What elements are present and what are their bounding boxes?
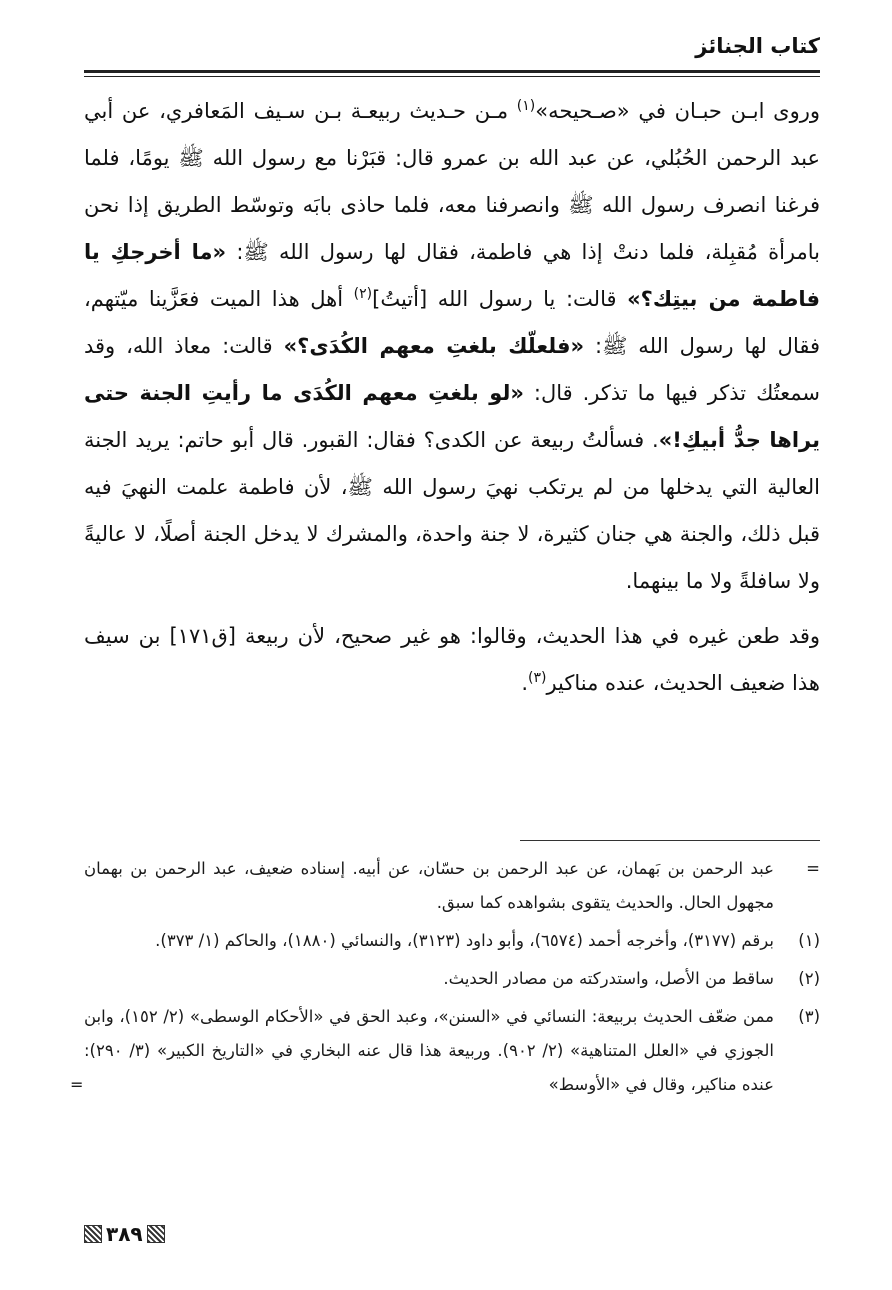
- continuation-mark: =: [70, 1075, 84, 1094]
- hadith-quote: «ما أخرجكِ يا فاطمة من بيتِك؟»: [84, 240, 820, 311]
- footnote-item: [84, 962, 820, 996]
- text-run: وروى ابـن حبـان في «صـحيحه»: [535, 99, 820, 123]
- footnote-text: برقم (٣١٧٧)، وأخرجه أحمد (٦٥٧٤)، وأبو داود (٣١٢٣)، والنسائي (١٨٨٠)، والحاكم (١/ ٣٧٣).: [155, 931, 774, 950]
- text-run: أهل هذا الميت فعَزَّينا ميّتهم، فقال لها رسول الله ﷺ:: [84, 287, 821, 358]
- header-rule-thin: [84, 76, 820, 77]
- footnote-marker: (٣): [798, 1007, 820, 1026]
- text-run: .: [521, 671, 528, 695]
- footnote-marker: (١): [798, 931, 820, 950]
- main-text: [84, 88, 820, 707]
- text-run: قالت: يا رسول الله [أتيتُ]: [372, 287, 628, 311]
- header-rule: [84, 70, 820, 73]
- footnote-text: [70, 1000, 774, 1102]
- footnote-item: [70, 1000, 820, 1102]
- hadith-quote: «فلعلّك بلغتِ معهم الكُدَى؟»: [283, 334, 585, 358]
- footnote-ref-3[interactable]: (٣): [528, 670, 547, 686]
- page-folio: [84, 1222, 165, 1246]
- text-run: مـن حـديث ربيعـة بـن سـيف المَعافري، عن أبي عبد الرحمن الحُبُلي، عن عبد الله بن عمرو قال: قبَرْنا مع رسول الله ﷺ يومًا، فلما فرغنا انصرف رسول الله ﷺ وانصرفنا معه، فلما حاذى بابَه وتوسّط الطريق إذا نحن بامرأة مُقبِلة، فلما دنتْ إذا هي فاطمة، فقال لها رسول الله ﷺ:: [84, 99, 821, 264]
- footnote-marker: (٢): [798, 969, 820, 988]
- footnote-text: عبد الرحمن بن بَهمان، عن عبد الرحمن بن حسّان، عن أبيه. إسناده ضعيف، عبد الرحمن بن بهمان مجهول الحال. والحديث يتقوى بشواهده كما سبق.: [84, 859, 774, 912]
- text-run: قالت: معاذ الله، وقد سمعتُك تذكر فيها ما تذكر. قال:: [84, 334, 820, 405]
- footnote-item: [84, 852, 820, 920]
- page-number: ٣٨٩: [106, 1222, 143, 1246]
- paragraph-1: [84, 88, 820, 605]
- footnote-text-run: ممن ضعّف الحديث بربيعة: النسائي في «السنن»، وعبد الحق في «الأحكام الوسطى» (٢/ ١٥٢)، وابن الجوزي في «العلل المتناهية» (٢/ ٩٠٢). وربيعة هذا قال عنه البخاري في «التاريخ الكبير» (٣/ ٢٩٠): عنده مناكير، وقال في «الأوسط»: [84, 1007, 774, 1094]
- hadith-quote: «لو بلغتِ معهم الكُدَى ما رأيتِ الجنة حتى يراها جدُّ أبيكِ!»: [84, 381, 820, 452]
- footnote-ref-2[interactable]: (٢): [353, 286, 373, 302]
- footnote-marker: =: [806, 859, 820, 878]
- ornament-icon: [84, 1225, 102, 1243]
- ornament-icon: [147, 1225, 165, 1243]
- footnote-separator: [520, 840, 820, 841]
- footnote-item: [84, 924, 820, 958]
- text-run: . فسألتُ ربيعة عن الكدى؟ فقال: القبور. قال أبو حاتم: يريد الجنة العالية التي يدخلها من لم يرتكب نهيَ رسول الله ﷺ، لأن فاطمة علمت النهيَ فيه قبل ذلك، والجنة هي جنان كثيرة، لا جنة واحدة، والمشرك لا يدخل الجنة أصلًا، لا عاليةً ولا سافلةً ولا ما بينهما.: [84, 428, 820, 593]
- footnote-text: ساقط من الأصل، واستدركته من مصادر الحديث.: [443, 969, 774, 988]
- running-header-title: كتاب الجنائز: [695, 34, 820, 58]
- footnote-ref-1[interactable]: (١): [516, 98, 536, 114]
- footnotes: [70, 852, 820, 1106]
- text-run: وقد طعن غيره في هذا الحديث، وقالوا: هو غير صحيح، لأن ربيعة [ق١٧١] بن سيف هذا ضعيف الحديث، عنده مناكير: [84, 624, 821, 695]
- paragraph-2: [84, 613, 820, 707]
